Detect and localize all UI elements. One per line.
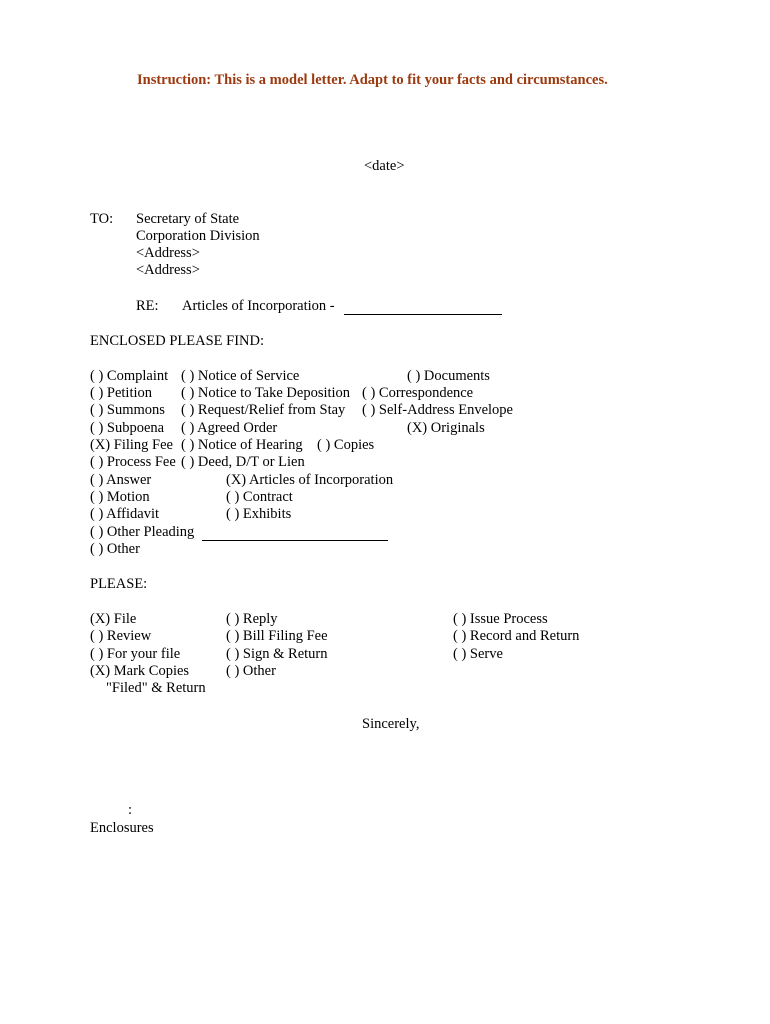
enclosed-item: ( ) Notice of Hearing bbox=[181, 437, 303, 453]
enclosed-item: ( ) Other Pleading bbox=[90, 524, 195, 540]
enclosed-item: ( ) Self-Address Envelope bbox=[362, 402, 513, 418]
enclosed-item: ( ) Notice to Take Deposition bbox=[181, 385, 351, 401]
re-blank-line bbox=[344, 314, 502, 315]
enclosed-item: ( ) Exhibits bbox=[226, 506, 292, 522]
enclosed-item: ( ) Motion bbox=[90, 489, 150, 505]
enclosed-item: ( ) Request/Relief from Stay bbox=[181, 402, 346, 418]
enclosed-item: (X) Filing Fee bbox=[90, 437, 173, 453]
instruction-note: Instruction: This is a model letter. Adapt to fit your facts and circumstances. bbox=[137, 72, 608, 88]
please-item: ( ) Issue Process bbox=[453, 611, 548, 627]
please-item: ( ) Serve bbox=[453, 646, 503, 662]
please-item: (X) File bbox=[90, 611, 137, 627]
enclosed-heading: ENCLOSED PLEASE FIND: bbox=[90, 333, 265, 349]
please-item: ( ) For your file bbox=[90, 646, 181, 662]
please-item: "Filed" & Return bbox=[106, 680, 206, 696]
please-item: (X) Mark Copies bbox=[90, 663, 190, 679]
enclosed-item: ( ) Complaint bbox=[90, 368, 169, 384]
enclosed-item: ( ) Copies bbox=[317, 437, 375, 453]
enclosed-item: ( ) Documents bbox=[407, 368, 490, 384]
enclosed-item: ( ) Answer bbox=[90, 472, 152, 488]
re-label: RE: bbox=[136, 298, 159, 314]
signature-colon: : bbox=[128, 802, 133, 818]
to-line-1: Secretary of State bbox=[136, 211, 240, 227]
enclosed-item: ( ) Notice of Service bbox=[181, 368, 300, 384]
enclosed-item: ( ) Process Fee bbox=[90, 454, 176, 470]
please-heading: PLEASE: bbox=[90, 576, 148, 592]
closing-salutation: Sincerely, bbox=[362, 716, 420, 732]
please-item: ( ) Record and Return bbox=[453, 628, 580, 644]
re-text: Articles of Incorporation - bbox=[182, 298, 335, 314]
enclosed-item: ( ) Other bbox=[90, 541, 140, 557]
enclosed-item: ( ) Summons bbox=[90, 402, 165, 418]
enclosures-label: Enclosures bbox=[90, 820, 154, 836]
date-placeholder: <date> bbox=[364, 158, 405, 174]
to-line-2: Corporation Division bbox=[136, 228, 260, 244]
please-item: ( ) Reply bbox=[226, 611, 278, 627]
enclosed-item: ( ) Petition bbox=[90, 385, 153, 401]
to-line-3: <Address> bbox=[136, 245, 200, 261]
enclosed-item: (X) Articles of Incorporation bbox=[226, 472, 394, 488]
please-item: ( ) Review bbox=[90, 628, 152, 644]
enclosed-item: ( ) Subpoena bbox=[90, 420, 165, 436]
enclosed-item: ( ) Deed, D/T or Lien bbox=[181, 454, 305, 470]
enclosed-item: ( ) Affidavit bbox=[90, 506, 159, 522]
other-pleading-blank-line bbox=[202, 540, 388, 541]
enclosed-item: (X) Originals bbox=[407, 420, 485, 436]
enclosed-item: ( ) Agreed Order bbox=[181, 420, 278, 436]
enclosed-item: ( ) Contract bbox=[226, 489, 293, 505]
to-line-4: <Address> bbox=[136, 262, 200, 278]
to-label: TO: bbox=[90, 211, 114, 227]
please-item: ( ) Bill Filing Fee bbox=[226, 628, 328, 644]
please-item: ( ) Sign & Return bbox=[226, 646, 328, 662]
enclosed-item: ( ) Correspondence bbox=[362, 385, 474, 401]
please-item: ( ) Other bbox=[226, 663, 276, 679]
